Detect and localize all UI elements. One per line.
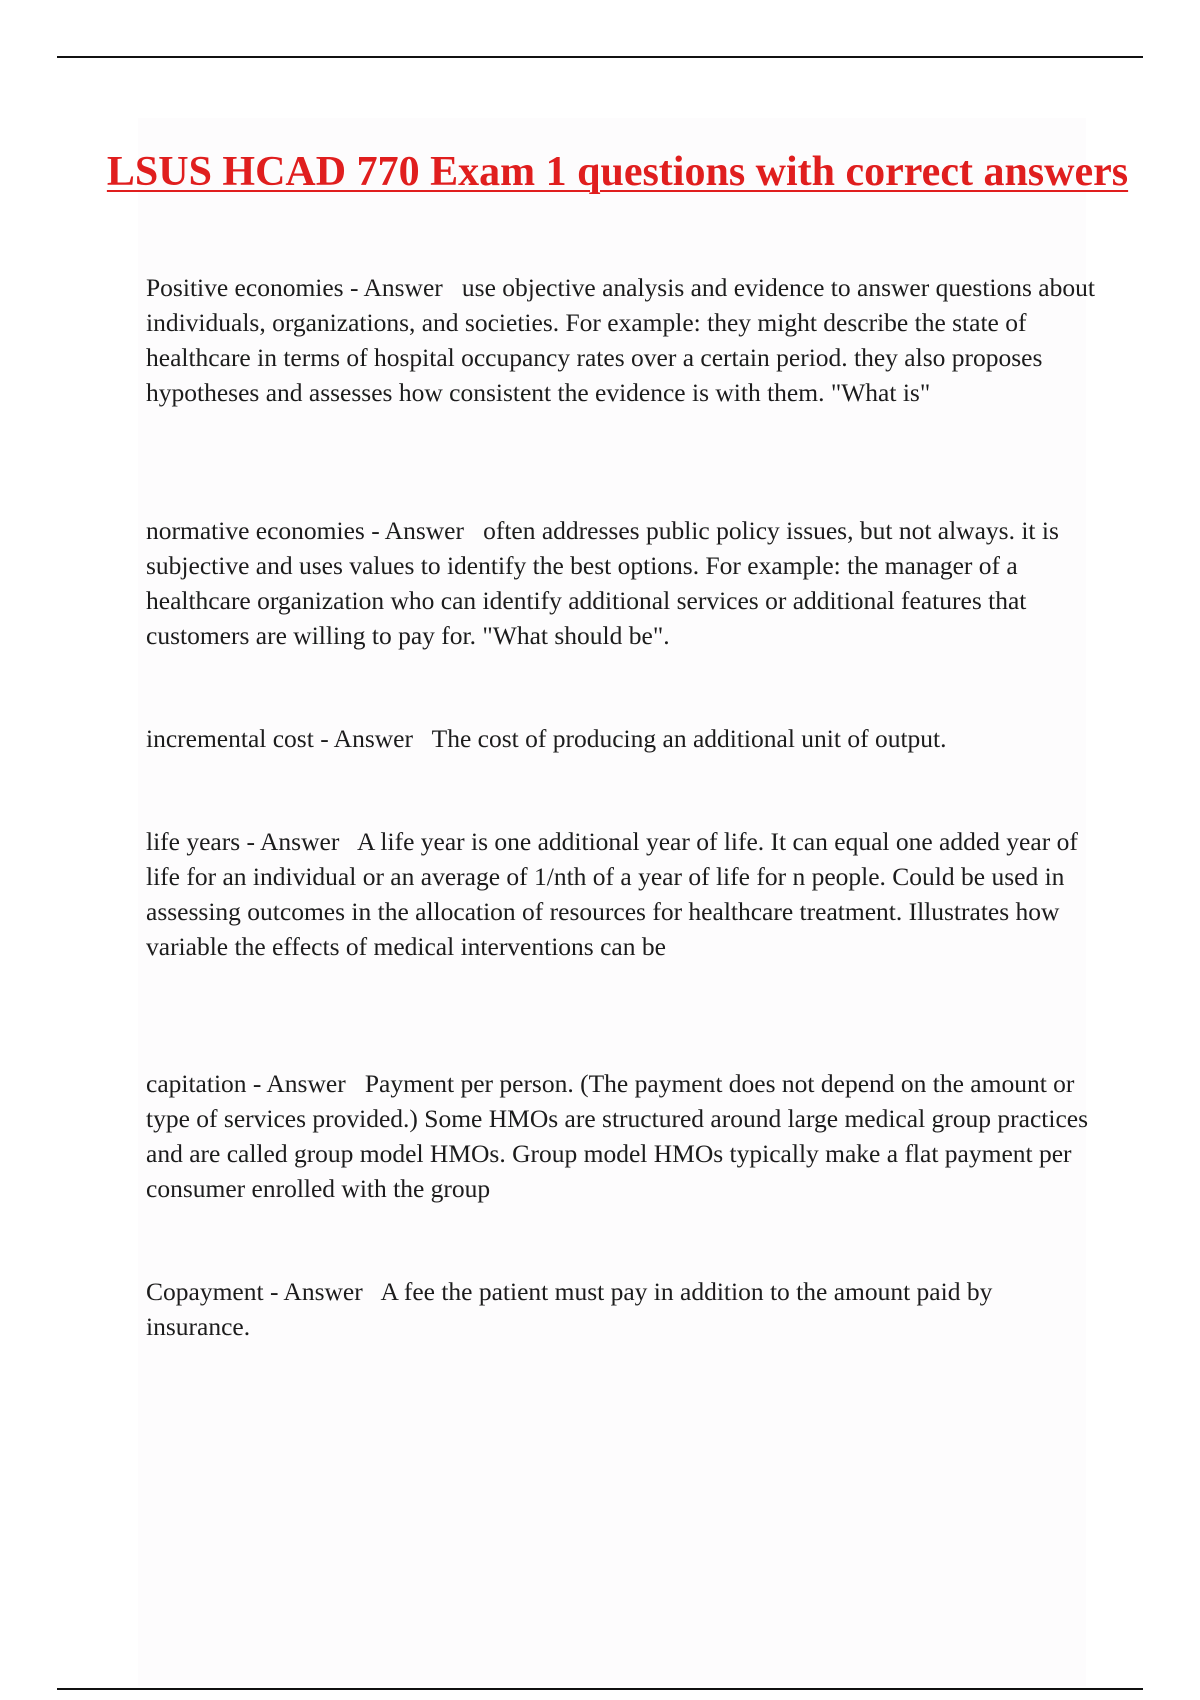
qa-answer: often addresses public policy issues, but not always. it is subjective and uses values to identify the best options. For example: the manager of a healthcare organization who can identify additional services or additional features that customers are willing to pay for. "What should be". (146, 516, 1059, 650)
qa-term: incremental cost (146, 724, 314, 753)
qa-term: Copayment (146, 1277, 264, 1306)
qa-term: normative economies (146, 516, 365, 545)
qa-item-positive-economies (146, 270, 1096, 410)
top-horizontal-rule (57, 56, 1143, 58)
qa-answer: A life year is one additional year of life. It can equal one added year of life for an individual or an average of 1/nth of a year of life for n people. Could be used in assessing outcomes in the allocation of resources for healthcare treatment. Illustrates how variable the effects of medical interventions can be (146, 827, 1078, 961)
qa-answer: use objective analysis and evidence to answer questions about individuals, organizations, and societies. For example: they might describe the state of healthcare in terms of hospital occupancy rates over a certain period. they also proposes hypotheses and assesses how consistent the evidence is with them. "What is" (146, 273, 1095, 407)
qa-answer: Payment per person. (The payment does not depend on the amount or type of services provided.) Some HMOs are structured around large medical group practices and are called group model HMOs. Group model HMOs typically make a flat payment per consumer enrolled with the group (146, 1069, 1089, 1203)
qa-term: life years (146, 827, 241, 856)
qa-term: Positive economies (146, 273, 344, 302)
qa-separator: - Answer (240, 827, 358, 856)
qa-separator: - Answer (343, 273, 462, 302)
qa-separator: - Answer (364, 516, 484, 545)
qa-item-normative-economies (146, 513, 1096, 653)
document-title: LSUS HCAD 770 Exam 1 questions with correct answers (106, 149, 1129, 195)
qa-separator: - Answer (313, 724, 432, 753)
qa-answer: A fee the patient must pay in addition to the amount paid by insurance. (146, 1277, 993, 1341)
qa-item-incremental-cost (146, 721, 1096, 756)
qa-item-life-years (146, 824, 1096, 964)
bottom-horizontal-rule (57, 1688, 1143, 1690)
qa-term: capitation (146, 1069, 247, 1098)
qa-separator: - Answer (263, 1277, 381, 1306)
qa-item-copayment (146, 1274, 1096, 1344)
qa-separator: - Answer (246, 1069, 365, 1098)
qa-answer: The cost of producing an additional unit of output. (431, 724, 947, 753)
qa-item-capitation (146, 1066, 1096, 1206)
